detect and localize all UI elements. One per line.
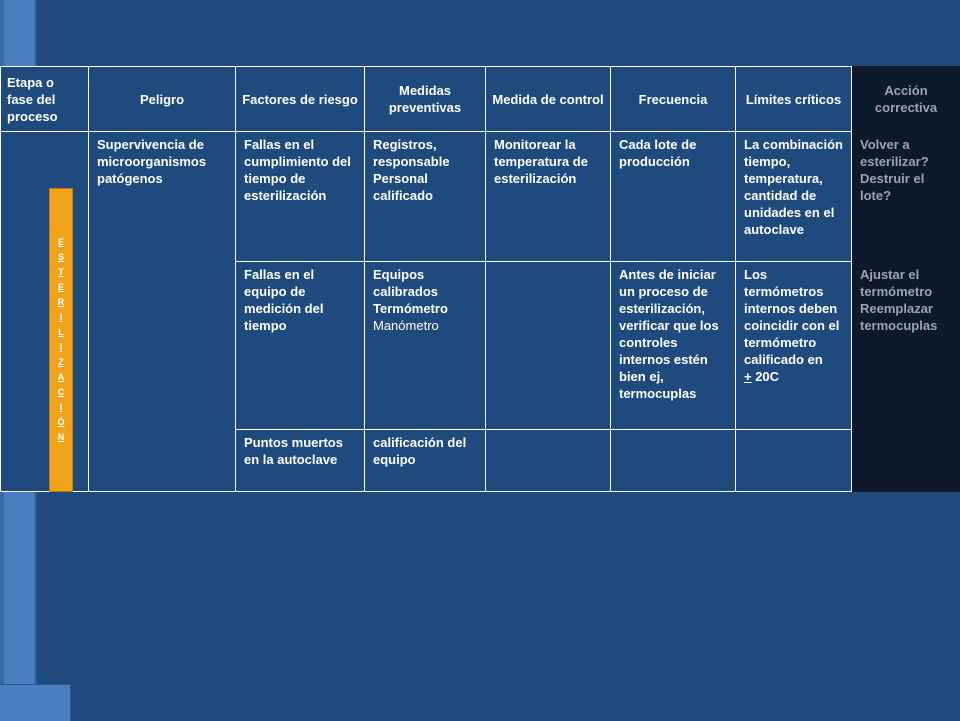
stage-cell	[1, 132, 89, 492]
limits-cell: La combinación tiempo, temperatura, cantidad de unidades en el autoclave	[736, 132, 852, 262]
control-cell	[486, 262, 611, 430]
stage-letter: I	[60, 340, 63, 355]
stage-letter: R	[58, 295, 65, 310]
frequency-cell	[611, 430, 736, 492]
header-stage: Etapa o fase del proceso	[1, 67, 89, 132]
preventive-cell: Registros, responsable Personal calificado	[365, 132, 486, 262]
stage-letter: A	[58, 370, 65, 385]
frequency-cell: Antes de iniciar un proceso de esterilización, verificar que los controles internos estén bien ej, termocuplas	[611, 262, 736, 430]
preventive-text: Equipos calibrados Termómetro	[373, 267, 448, 316]
corrective-cell: Ajustar el termómetro Reemplazar termocuplas	[852, 262, 960, 430]
frequency-cell: Cada lote de producción	[611, 132, 736, 262]
risk-factor-cell: Puntos muertos en la autoclave	[236, 430, 365, 492]
stage-letter: I	[60, 310, 63, 325]
stage-letter: S	[58, 250, 64, 265]
slide-frame-foot	[0, 684, 71, 721]
stage-letter: C	[58, 385, 65, 400]
header-preventive: Medidas preventivas	[365, 67, 486, 132]
header-frequency: Frecuencia	[611, 67, 736, 132]
stage-letter: Ó	[57, 415, 64, 430]
header-hazard: Peligro	[89, 67, 236, 132]
limits-cell	[736, 262, 852, 430]
stage-letter: T	[58, 265, 64, 280]
control-cell	[486, 430, 611, 492]
stage-letter: Z	[58, 355, 64, 370]
control-cell: Monitorear la temperatura de esterilización	[486, 132, 611, 262]
preventive-cell	[365, 262, 486, 430]
risk-factor-cell: Fallas en el cumplimiento del tiempo de esterilización	[236, 132, 365, 262]
header-critical-limits: Límites críticos	[736, 67, 852, 132]
header-control: Medida de control	[486, 67, 611, 132]
stage-letter: N	[58, 430, 65, 445]
limits-value: 20C	[752, 369, 779, 384]
stage-letter: L	[58, 325, 64, 340]
corrective-cell	[852, 430, 960, 492]
header-corrective: Acción correctiva	[852, 67, 960, 132]
limits-text: Los termómetros internos deben coincidir con el termómetro calificado en	[744, 267, 839, 367]
stage-letter: E	[58, 235, 64, 250]
header-row	[1, 67, 960, 132]
header-risk-factors: Factores de riesgo	[236, 67, 365, 132]
preventive-cell: calificación del equipo	[365, 430, 486, 492]
corrective-cell: Volver a esterilizar? Destruir el lote?	[852, 132, 960, 262]
risk-factor-cell: Fallas en el equipo de medición del tiempo	[236, 262, 365, 430]
preventive-text-normal: Manómetro	[373, 318, 439, 333]
stage-letter: E	[58, 280, 64, 295]
haccp-table	[0, 66, 960, 492]
stage-letter: I	[60, 400, 63, 415]
limits-cell	[736, 430, 852, 492]
hazard-cell: Supervivencia de microorganismos patógenos	[89, 132, 236, 492]
stage-badge-esterilizacion	[49, 188, 73, 492]
plus-minus-sign: +	[744, 369, 752, 384]
table-row	[1, 132, 960, 262]
